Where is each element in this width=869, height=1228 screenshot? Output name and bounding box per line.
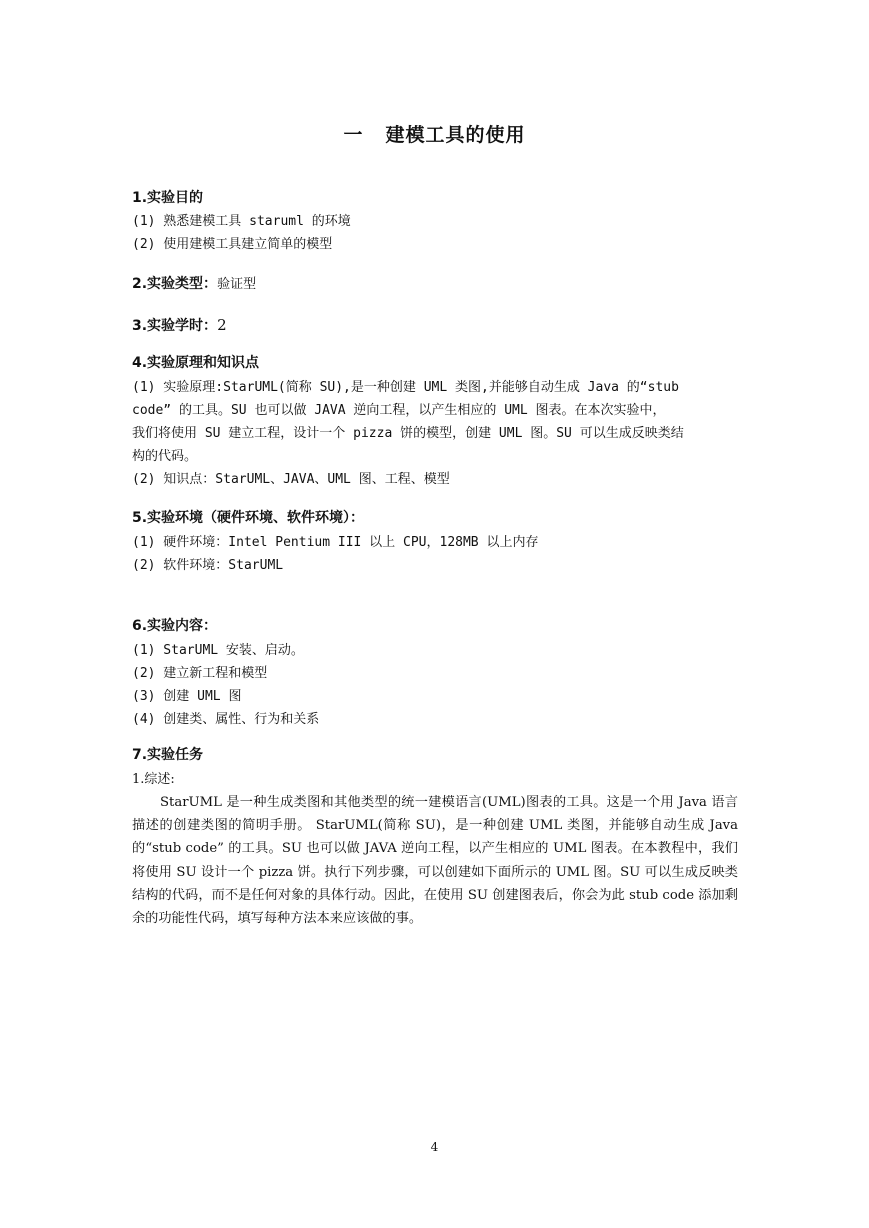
section-heading-hours: 3.实验学时： <box>132 318 218 334</box>
chapter-number: 一 <box>343 124 364 146</box>
chapter-title-text: 建模工具的使用 <box>385 124 526 146</box>
chapter-title <box>0 120 869 147</box>
task-paragraph <box>132 791 738 930</box>
principle-line-3: 我们将使用 SU 建立工程，设计一个 pizza 饼的模型，创建 UML 图。SU 可以生成反映类结 <box>132 426 684 441</box>
section-principle <box>132 353 738 491</box>
experiment-type-value: 验证型 <box>217 277 257 292</box>
section-heading-content: 6.实验内容： <box>132 618 218 634</box>
section-environment <box>132 508 738 577</box>
section-heading-type: 2.实验类型： <box>132 276 218 292</box>
content-item-4: (4) 创建类、属性、行为和关系 <box>132 712 320 727</box>
content-item-2: (2) 建立新工程和模型 <box>132 666 268 681</box>
purpose-item-2: (2) 使用建模工具建立简单的模型 <box>132 237 333 252</box>
principle-line-4: 构的代码。 <box>132 449 198 464</box>
principle-line-2: code” 的工具。SU 也可以做 JAVA 逆向工程，以产生相应的 UML 图表。在本次实验中， <box>132 403 666 418</box>
content-item-1: (1) StarUML 安装、启动。 <box>132 643 304 658</box>
section-heading-task: 7.实验任务 <box>132 747 204 763</box>
purpose-item-1: (1) 熟悉建模工具 staruml 的环境 <box>132 214 351 229</box>
task-subheading: 1.综述: <box>132 772 175 787</box>
section-content <box>132 616 738 731</box>
task-paragraph-text: StarUML 是一种生成类图和其他类型的统一建模语言(UML)图表的工具。这是一个用 Java 语言描述的创建类图的简明手册。 StarUML(简称 SU)，是一种创建 UML 类图，并能够自动生成 Java 的“stub code” 的工具。SU 也可以做 JAVA 逆向工程，以产生相应的 UML 图表。在本教程中，我们将使用 SU 设计一个 pizza 饼。执行下列步骤，可以创建如下面所示的 UML 图。SU 可以生成反映类结构的代码，而不是任何对象的具体行动。因此，在使用 SU 创建图表后，你会为此 stub code 添加剩余的功能性代码，填写每种方法本来应该做的事。 <box>132 795 738 927</box>
content-item-3: (3) 创建 UML 图 <box>132 689 242 704</box>
section-purpose <box>132 188 738 256</box>
principle-line-5: (2) 知识点：StarUML、JAVA、UML 图、工程、模型 <box>132 472 450 487</box>
section-heading-environment: 5.实验环境（硬件环境、软件环境）： <box>132 510 365 526</box>
section-hours <box>132 314 738 337</box>
principle-line-1: (1) 实验原理:StarUML(简称 SU),是一种创建 UML 类图,并能够自动生成 Java 的“stub <box>132 380 679 395</box>
section-task <box>132 745 738 930</box>
section-heading-principle: 4.实验原理和知识点 <box>132 355 260 371</box>
page-number: 4 <box>430 1140 439 1154</box>
environment-item-2: (2) 软件环境：StarUML <box>132 558 284 573</box>
experiment-hours-value: 2 <box>217 316 227 334</box>
section-heading-purpose: 1.实验目的 <box>132 190 204 206</box>
environment-item-1: (1) 硬件环境：Intel Pentium III 以上 CPU，128MB 以上内存 <box>132 535 539 550</box>
section-type <box>132 273 738 296</box>
